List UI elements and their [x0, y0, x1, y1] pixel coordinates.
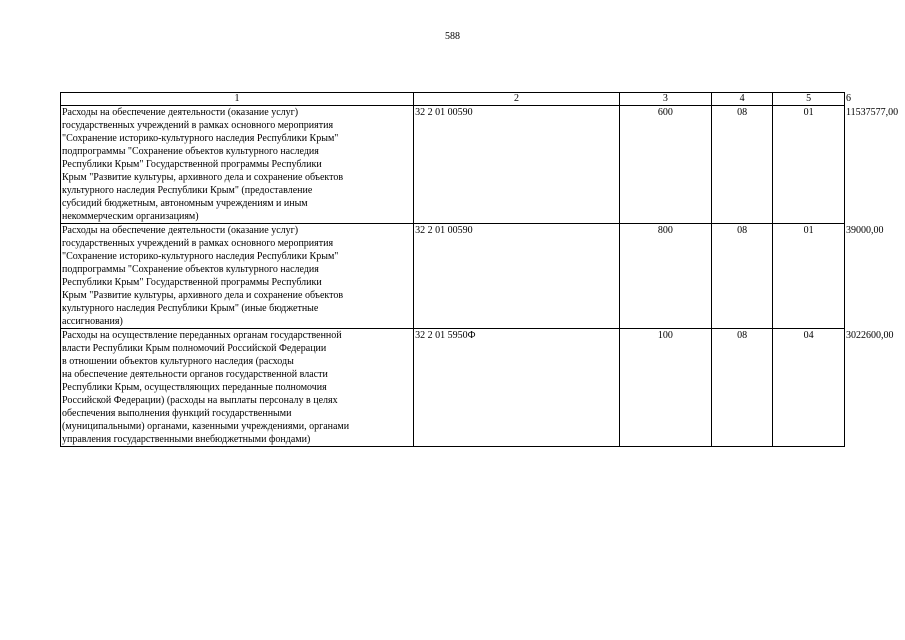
row-expense-type: 100: [619, 329, 711, 447]
row-target-code: 32 2 01 5950Ф: [414, 329, 620, 447]
budget-table: [60, 92, 899, 447]
row-description: Расходы на обеспечение деятельности (оказание услуг) государственных учреждений в рамках основного мероприятия "Сохранение историко-культурного наследия Республики Крым" подпрограммы "Сохранение объектов культурного наследия Республики Крым" Государственной программы Республики Крым "Развитие культуры, архивного дела и сохранение объектов культурного наследия Республики Крым" (предоставление субсидий бюджетным, автономным учреждениям и иным некоммерческим организациям): [61, 106, 414, 224]
column-header-3: 3: [619, 93, 711, 106]
row-subsection: 01: [773, 106, 845, 224]
row-description: Расходы на осуществление переданных органам государственной власти Республики Крым полномочий Российской Федерации в отношении объектов культурного наследия (расходы на обеспечение деятельности органов государственной власти Республики Крым, осуществляющих переданные полномочия Российской Федерации) (расходы на выплаты персоналу в целях обеспечения выполнения функций государственными (муниципальными) органами, казенными учреждениями, органами управления государственными внебюджетными фондами): [61, 329, 414, 447]
table-row: Расходы на обеспечение деятельности (оказание услуг) государственных учреждений в рамках основного мероприятия "Сохранение историко-культурного наследия Республики Крым" подпрограммы "Сохранение объектов культурного наследия Республики Крым" Государственной программы Республики Крым "Развитие культуры, архивного дела и сохранение объектов культурного наследия Республики Крым" (иные бюджетные ассигнования) 32 2 01 00590 800 08 01 39000,00: [62, 225, 884, 327]
page-number: 588: [445, 31, 460, 42]
row-description: Расходы на обеспечение деятельности (оказание услуг) государственных учреждений в рамках основного мероприятия "Сохранение историко-культурного наследия Республики Крым" подпрограммы "Сохранение объектов культурного наследия Республики Крым" Государственной программы Республики Крым "Развитие культуры, архивного дела и сохранение объектов культурного наследия Республики Крым" (иные бюджетные ассигнования): [61, 224, 414, 329]
header-row: 1 2 3 4 5 6: [61, 93, 845, 106]
column-header-1: 1: [61, 93, 414, 106]
row-target-code: 32 2 01 00590: [414, 106, 620, 224]
column-header-5: 5: [773, 93, 845, 106]
column-header-2: 2: [414, 93, 620, 106]
row-section: 08: [711, 224, 772, 329]
row-section: 08: [711, 106, 772, 224]
row-expense-type: 600: [619, 106, 711, 224]
row-section: 08: [711, 329, 772, 447]
row-target-code: 32 2 01 00590: [414, 224, 620, 329]
row-subsection: 01: [773, 224, 845, 329]
table-row: Расходы на осуществление переданных органам государственной власти Республики Крым полномочий Российской Федерации в отношении объектов культурного наследия (расходы на обеспечение деятельности органов государственной власти Республики Крым, осуществляющих переданные полномочия Российской Федерации) (расходы на выплаты персоналу в целях обеспечения выполнения функций государственными (муниципальными) органами, казенными учреждениями, органами управления государственными внебюджетными фондами) 32 2 01 5950Ф 100 08 04 3022600,00: [62, 330, 894, 445]
column-header-4: 4: [711, 93, 772, 106]
table-row: Расходы на обеспечение деятельности (оказание услуг) государственных учреждений в рамках основного мероприятия "Сохранение историко-культурного наследия Республики Крым" подпрограммы "Сохранение объектов культурного наследия Республики Крым" Государственной программы Республики Крым "Развитие культуры, архивного дела и сохранение объектов культурного наследия Республики Крым" (предоставление субсидий бюджетным, автономным учреждениям и иным некоммерческим организациям) 32 2 01 00590 600 08 01 11537577,00: [62, 107, 899, 222]
row-expense-type: 800: [619, 224, 711, 329]
row-subsection: 04: [773, 329, 845, 447]
